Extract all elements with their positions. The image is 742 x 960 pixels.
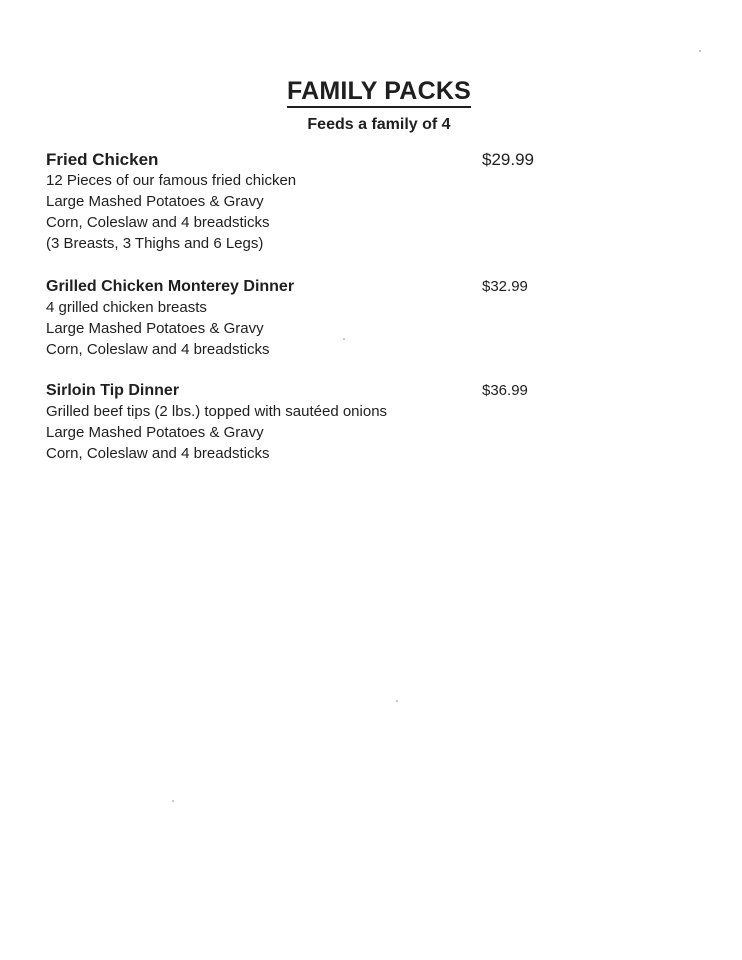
menu-item-description-line: (3 Breasts, 3 Thighs and 6 Legs): [46, 235, 264, 252]
menu-item-description-line: 4 grilled chicken breasts: [46, 299, 207, 316]
scan-speck: [396, 700, 398, 702]
scan-speck: [172, 800, 174, 802]
menu-item-price: $29.99: [482, 150, 534, 169]
menu-item-name: Fried Chicken: [46, 150, 159, 169]
menu-item-sirloin-tip: [46, 380, 546, 464]
menu-item-description-line: Grilled beef tips (2 lbs.) topped with sautéed onions: [46, 403, 388, 420]
page-subtitle-text: Feeds a family of 4: [307, 116, 451, 133]
page-title-text: FAMILY PACKS: [287, 77, 471, 108]
page-title: [0, 76, 742, 106]
scan-speck: [699, 50, 701, 52]
menu-item-description-line: Large Mashed Potatoes & Gravy: [46, 424, 264, 441]
menu-item-description-line: Large Mashed Potatoes & Gravy: [46, 193, 264, 210]
menu-item-name: Grilled Chicken Monterey Dinner: [46, 278, 295, 295]
page-subtitle: [0, 115, 742, 135]
menu-item-price: $36.99: [482, 382, 528, 399]
menu-item-price: $32.99: [482, 278, 528, 295]
menu-item-description-line: Corn, Coleslaw and 4 breadsticks: [46, 341, 270, 358]
scan-speck: [343, 338, 345, 340]
menu-item-name: Sirloin Tip Dinner: [46, 382, 180, 399]
menu-item-fried-chicken: [46, 149, 546, 254]
menu-item-description-line: Large Mashed Potatoes & Gravy: [46, 320, 264, 337]
menu-item-grilled-chicken-monterey: [46, 276, 546, 360]
menu-item-description-line: Corn, Coleslaw and 4 breadsticks: [46, 214, 270, 231]
menu-item-description-line: 12 Pieces of our famous fried chicken: [46, 172, 297, 189]
menu-item-description-line: Corn, Coleslaw and 4 breadsticks: [46, 445, 270, 462]
